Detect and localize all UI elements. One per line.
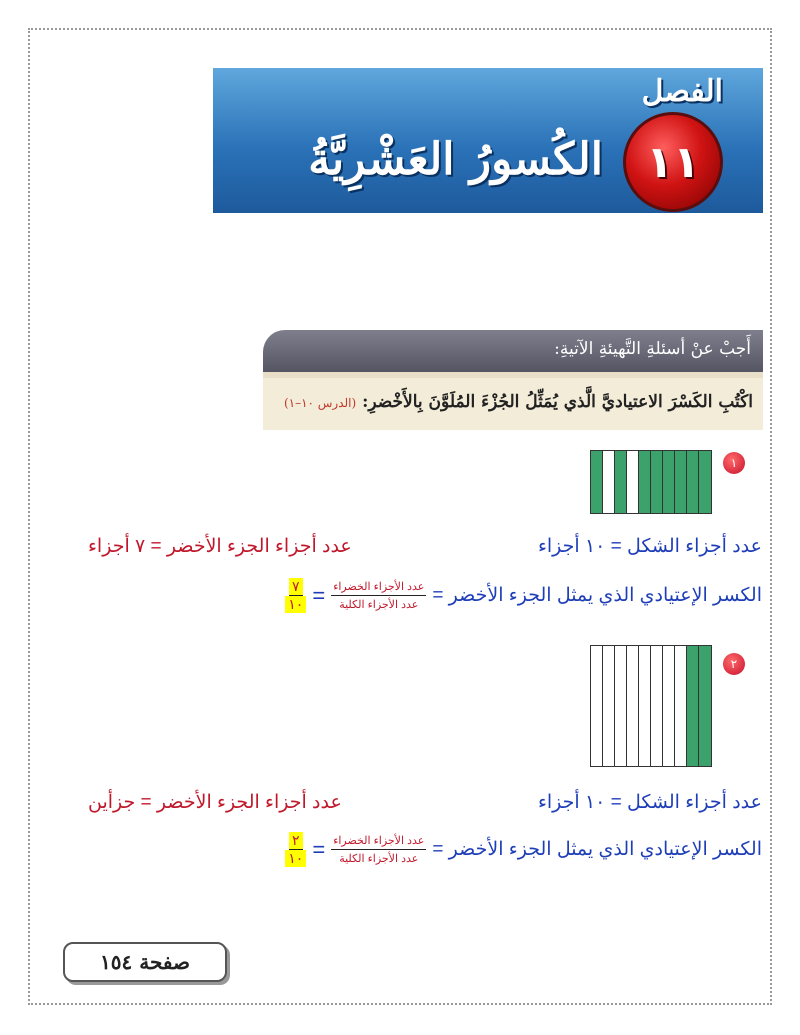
total-parts-text-1: عدد أجزاء الشكل = ١٠ أجزاء	[537, 536, 762, 557]
chapter-number: ١١	[646, 136, 700, 188]
instruction-line	[284, 392, 753, 412]
white-cell	[603, 646, 615, 766]
white-cell	[615, 646, 627, 766]
green-parts-text-1: عدد أجزاء الجزء الأخضر = ٧ أجزاء	[88, 536, 352, 557]
green-cell	[663, 451, 675, 513]
green-cell	[615, 451, 627, 513]
instruction-bar	[263, 378, 763, 430]
green-cell	[591, 451, 603, 513]
green-cell	[699, 646, 711, 766]
equals-sign: =	[312, 836, 326, 862]
green-parts-text-2: عدد أجزاء الجزء الأخضر = جزأين	[88, 792, 342, 813]
word-fraction-denominator: عدد الأجزاء الكلية	[339, 853, 419, 865]
page-number-box	[63, 942, 227, 982]
word-fraction-1	[331, 580, 426, 611]
readiness-header	[263, 330, 763, 372]
question-number-text: ١	[730, 456, 738, 470]
white-cell	[651, 646, 663, 766]
instruction-text: اكْتُبِ الكَسْرَ الاعتياديَّ الَّذي يُمَثِّلُ الجُزْءَ المُلَوَّنَ بِالأَخْضرِ:	[362, 392, 753, 412]
green-cell	[639, 451, 651, 513]
word-fraction-2	[331, 834, 426, 865]
answer-numerator: ٢	[289, 832, 303, 850]
readiness-header-text: أَجبْ عنْ أسئلةِ التَّهيئةِ الآتيةِ:	[554, 339, 751, 359]
answer-fraction-2	[285, 832, 306, 867]
green-cell	[675, 451, 687, 513]
answer-fraction-1	[285, 578, 306, 613]
fraction-strip-1	[590, 450, 712, 514]
lesson-reference: (الدرس ١٠–١)	[283, 396, 357, 410]
green-cell	[699, 451, 711, 513]
chapter-title: الكُسورُ العَشْرِيَّةُ	[308, 134, 603, 185]
green-cell	[687, 646, 699, 766]
white-cell	[663, 646, 675, 766]
page-number: صفحة ١٥٤	[100, 950, 190, 974]
fraction-label-2: الكسر الإعتيادي الذي يمثل الجزء الأخضر =	[432, 839, 762, 860]
word-fraction-denominator: عدد الأجزاء الكلية	[339, 599, 419, 611]
white-cell	[675, 646, 687, 766]
chapter-number-badge	[623, 112, 723, 212]
green-cell	[651, 451, 663, 513]
question-number-1	[723, 452, 745, 474]
green-cell	[687, 451, 699, 513]
chapter-label: الفصل	[641, 74, 723, 109]
answer-numerator: ٧	[289, 578, 303, 596]
fraction-strip-2	[590, 645, 712, 767]
equals-sign: =	[312, 582, 326, 608]
fraction-equation-2	[285, 832, 762, 867]
white-cell	[627, 451, 639, 513]
white-cell	[591, 646, 603, 766]
question-number-2	[723, 653, 745, 675]
total-parts-text-2: عدد أجزاء الشكل = ١٠ أجزاء	[537, 792, 762, 813]
fraction-label-1: الكسر الإعتيادي الذي يمثل الجزء الأخضر =	[432, 585, 762, 606]
question-number-text: ٢	[730, 657, 738, 671]
white-cell	[603, 451, 615, 513]
chapter-banner	[213, 68, 763, 213]
white-cell	[627, 646, 639, 766]
word-fraction-numerator: عدد الأجزاء الخضراء	[331, 580, 426, 596]
answer-denominator: ١٠	[285, 850, 306, 867]
white-cell	[639, 646, 651, 766]
answer-denominator: ١٠	[285, 596, 306, 613]
fraction-equation-1	[285, 578, 762, 613]
word-fraction-numerator: عدد الأجزاء الخضراء	[331, 834, 426, 850]
